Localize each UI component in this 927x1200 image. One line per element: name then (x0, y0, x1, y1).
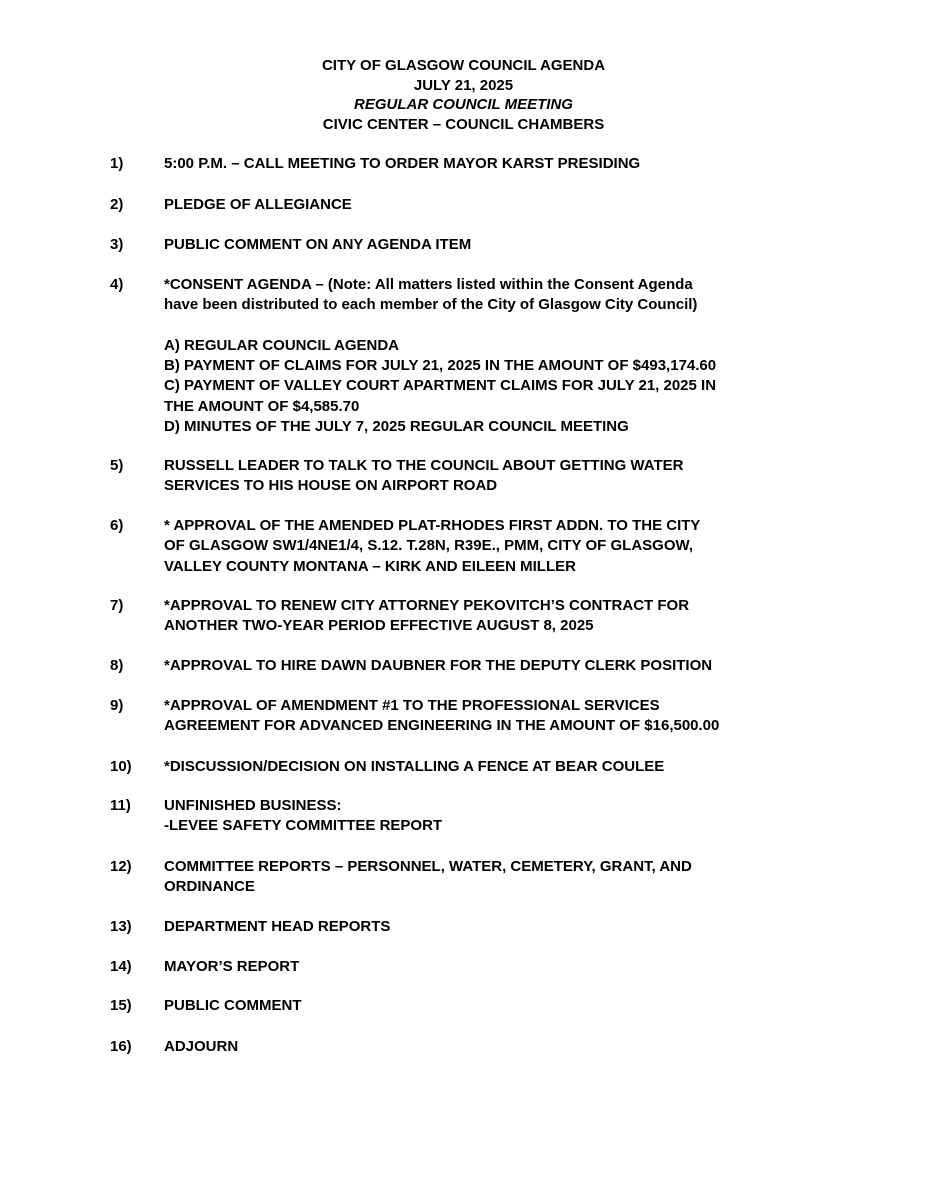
agenda-item-text (164, 456, 824, 497)
agenda-item-line: C) PAYMENT OF VALLEY COURT APARTMENT CLAIMS FOR JULY 21, 2025 IN (164, 377, 717, 395)
agenda-item-line: *APPROVAL OF AMENDMENT #1 TO THE PROFESSIONAL SERVICES (164, 697, 660, 714)
agenda-item-number: 4) (110, 276, 124, 293)
agenda-item-number: 15) (110, 997, 132, 1014)
agenda-item-line: B) PAYMENT OF CLAIMS FOR JULY 21, 2025 IN THE AMOUNT OF $493,174.60 (164, 357, 717, 375)
agenda-item-line: OF GLASGOW SW1/4NE1/4, S.12. T.28N, R39E., PMM, CITY OF GLASGOW, (164, 537, 693, 555)
agenda-item-number: 2) (110, 196, 124, 213)
agenda-item-text (164, 154, 824, 174)
agenda-item-number: 10) (110, 758, 132, 775)
agenda-item-number: 6) (110, 517, 124, 534)
agenda-item-line: UNFINISHED BUSINESS: (164, 797, 342, 814)
meeting-location: CIVIC CENTER – COUNCIL CHAMBERS (322, 115, 605, 133)
agenda-item-number: 11) (110, 797, 131, 814)
agenda-item-number: 3) (110, 236, 124, 253)
agenda-item-line: DEPARTMENT HEAD REPORTS (164, 918, 391, 935)
agenda-item-line: PUBLIC COMMENT (164, 997, 302, 1014)
agenda-item-line: -LEVEE SAFETY COMMITTEE REPORT (164, 817, 443, 835)
agenda-item-text (164, 996, 824, 1016)
agenda-item-line (164, 316, 824, 336)
agenda-item-text (164, 857, 824, 898)
agenda-item-number: 12) (110, 858, 132, 875)
agenda-item-line: VALLEY COUNTY MONTANA – KIRK AND EILEEN MILLER (164, 557, 576, 575)
agenda-item-text (164, 957, 824, 977)
agenda-item-text (164, 275, 824, 437)
agenda-item-line: MAYOR’S REPORT (164, 958, 300, 975)
agenda-item-number: 14) (110, 958, 132, 975)
agenda-item-line: have been distributed to each member of the City of Glasgow City Council) (164, 296, 698, 314)
agenda-title: CITY OF GLASGOW COUNCIL AGENDA (321, 57, 606, 74)
agenda-item-number: 1) (110, 155, 124, 172)
agenda-item-line: *CONSENT AGENDA – (Note: All matters listed within the Consent Agenda (164, 276, 693, 293)
agenda-item-text (164, 796, 824, 837)
agenda-item-number: 13) (110, 918, 132, 935)
agenda-item-text (164, 696, 824, 737)
agenda-header (0, 56, 927, 134)
agenda-item-line: A) REGULAR COUNCIL AGENDA (164, 336, 399, 354)
agenda-item-line: ANOTHER TWO-YEAR PERIOD EFFECTIVE AUGUST 8, 2025 (164, 617, 594, 635)
agenda-item-line: ADJOURN (164, 1038, 239, 1055)
agenda-item-number: 9) (110, 697, 124, 714)
agenda-item-text (164, 757, 824, 777)
meeting-date: JULY 21, 2025 (413, 76, 514, 94)
agenda-item-line: AGREEMENT FOR ADVANCED ENGINEERING IN THE AMOUNT OF $16,500.00 (164, 717, 720, 735)
agenda-item-text (164, 1037, 824, 1057)
agenda-item-line: SERVICES TO HIS HOUSE ON AIRPORT ROAD (164, 477, 498, 495)
agenda-item-line: *DISCUSSION/DECISION ON INSTALLING A FENCE AT BEAR COULEE (164, 758, 665, 775)
agenda-item-text (164, 195, 824, 215)
agenda-item-text (164, 235, 824, 255)
agenda-item-number: 7) (110, 597, 124, 614)
agenda-item-number: 8) (110, 657, 124, 674)
agenda-item-line: PLEDGE OF ALLEGIANCE (164, 196, 352, 213)
agenda-item-line: RUSSELL LEADER TO TALK TO THE COUNCIL ABOUT GETTING WATER (164, 457, 684, 474)
agenda-item-text (164, 917, 824, 937)
agenda-item-line: 5:00 P.M. – CALL MEETING TO ORDER MAYOR KARST PRESIDING (164, 155, 641, 172)
agenda-item-text (164, 596, 824, 637)
agenda-item-line: *APPROVAL TO HIRE DAWN DAUBNER FOR THE DEPUTY CLERK POSITION (164, 657, 713, 674)
agenda-item-line: PUBLIC COMMENT ON ANY AGENDA ITEM (164, 236, 472, 253)
agenda-item-text (164, 656, 824, 676)
agenda-item-line: ORDINANCE (164, 878, 255, 896)
agenda-item-line: COMMITTEE REPORTS – PERSONNEL, WATER, CEMETERY, GRANT, AND (164, 858, 692, 875)
agenda-item-text (164, 516, 824, 577)
agenda-item-line: * APPROVAL OF THE AMENDED PLAT-RHODES FIRST ADDN. TO THE CITY (164, 517, 701, 534)
agenda-item-number: 16) (110, 1038, 132, 1055)
agenda-item-line: THE AMOUNT OF $4,585.70 (164, 397, 360, 415)
agenda-item-number: 5) (110, 457, 124, 474)
agenda-item-line: *APPROVAL TO RENEW CITY ATTORNEY PEKOVITCH’S CONTRACT FOR (164, 597, 690, 614)
agenda-item-line: D) MINUTES OF THE JULY 7, 2025 REGULAR COUNCIL MEETING (164, 418, 629, 436)
meeting-type: REGULAR COUNCIL MEETING (354, 96, 573, 113)
